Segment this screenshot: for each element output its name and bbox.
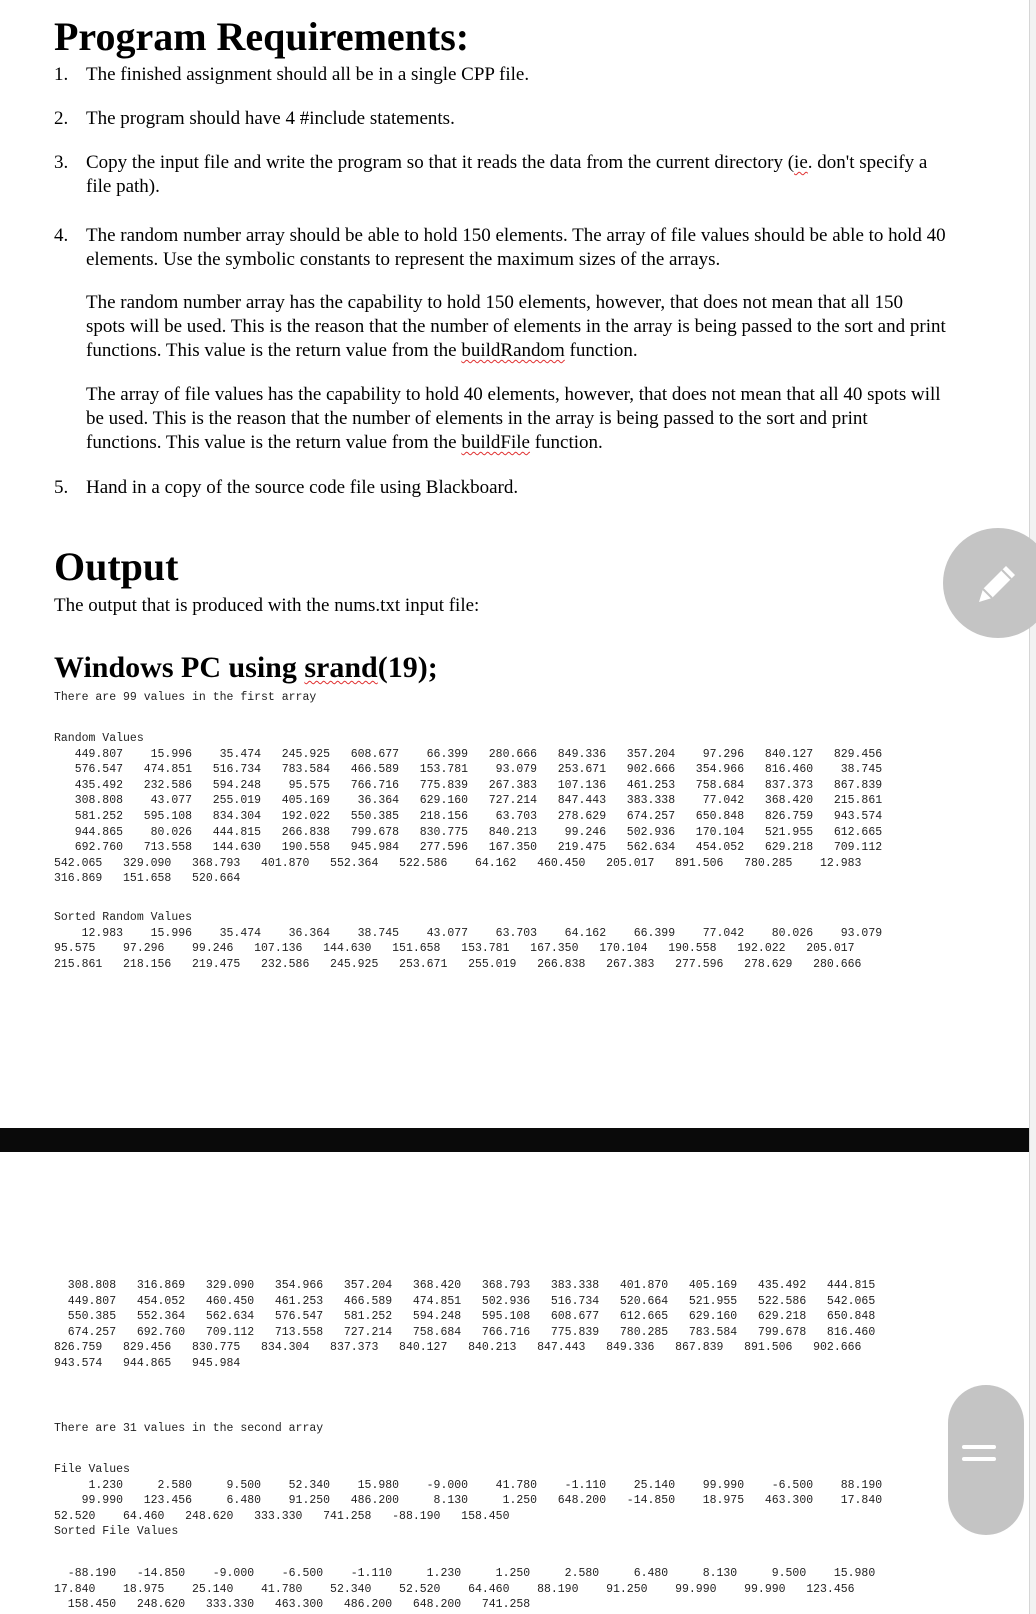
second-array-count: There are 31 values in the second array [54, 1422, 324, 1435]
item-3-text [86, 151, 946, 199]
sorted-file-output: -88.190 -14.850 -9.000 -6.500 -1.110 1.230 1.250 2.580 6.480 8.130 9.500 15.980 17.840 18.975 25.140 41.780 52.340 52.520 64.460 88.190 91.250 99.990 99.990 123.456 158.450 248.620 333.330 463.300 486.200 648.200 741.258 [54, 1567, 876, 1612]
item-2-text: The program should have 4 #include statements. [86, 108, 455, 129]
item-4-text: The random number array should be able to hold 150 elements. The array of file values should be able to hold 40 elements. Use the symbolic constants to represent the maximum sizes of the arrays. [86, 225, 946, 270]
requirements-heading: Program Requirements: [54, 14, 470, 59]
pencil-icon [969, 556, 1025, 612]
windows-subtitle [54, 650, 438, 686]
sorted-random-output-part-2: 308.808 316.869 329.090 354.966 357.204 368.420 368.793 383.338 401.870 405.169 435.492 444.815 449.807 454.052 460.450 461.253 466.589 474.851 502.936 516.734 520.664 521.955 522.586 542.065 550.385 552.364 562.634 576.547 581.252 594.248 595.108 608.677 612.665 629.160 629.218 650.848 674.257 692.760 709.112 713.558 727.214 758.684 766.716 775.839 780.285 783.584 799.678 816.460 826.759 829.456 830.775 834.304 837.373 840.127 840.213 847.443 849.336 867.839 891.506 902.666 943.574 944.865 945.984 [54, 1279, 876, 1370]
drag-handle-button[interactable] [948, 1385, 1024, 1535]
output-intro: The output that is produced with the nums.txt input file: [54, 595, 480, 616]
drag-handle-icon-line [962, 1457, 996, 1461]
item-4-number: 4. [54, 225, 69, 246]
file-paragraph-end: function. [529, 432, 603, 453]
output-heading: Output [54, 544, 179, 589]
random-paragraph-text: The random number array has the capability to hold 150 elements, however, that does not mean that all 150 spots will be used. This is the reason that the number of elements in the array is being passed to the sort and print functions. This value is the return value from the [86, 292, 946, 361]
item-1-number: 1. [54, 64, 69, 85]
subtitle-fn: srand [304, 651, 378, 684]
file-array-paragraph [86, 383, 946, 455]
document-page-2 [0, 1152, 1029, 1614]
item-5-number: 5. [54, 477, 69, 498]
random-values-output: Random Values 449.807 15.996 35.474 245.925 608.677 66.399 280.666 849.336 357.204 97.296 840.127 829.456 576.547 474.851 516.734 783.584 466.589 153.781 93.079 253.671 902.666 354.966 816.460 38.745 435.492 232.586 594.248 95.575 766.716 775.839 267.383 107.136 461.253 758.684 837.373 867.839 308.808 43.077 255.019 405.169 36.364 629.160 727.214 847.443 383.338 77.042 368.420 215.861 581.252 595.108 834.304 192.022 550.385 218.156 63.703 278.629 674.257 650.848 826.759 943.574 944.865 80.026 444.815 266.838 799.678 830.775 840.213 99.246 502.936 170.104 521.955 612.665 692.760 713.558 144.630 190.558 945.984 277.596 167.350 219.475 562.634 454.052 629.218 709.112 542.065 329.090 368.793 401.870 552.364 522.586 64.162 460.450 205.017 891.506 780.285 12.983 316.869 151.658 520.664 [54, 732, 883, 886]
item-5-text: Hand in a copy of the source code file using Blackboard. [86, 477, 519, 498]
first-array-count: There are 99 values in the first array [54, 691, 317, 704]
random-paragraph-fn: buildRandom [461, 340, 565, 361]
random-array-paragraph [86, 291, 946, 363]
drag-handle-icon [962, 1445, 996, 1449]
sorted-random-output-part-1: Sorted Random Values 12.983 15.996 35.474 36.364 38.745 43.077 63.703 64.162 66.399 77.042 80.026 93.079 95.575 97.296 99.246 107.136 144.630 151.658 153.781 167.350 170.104 190.558 192.022 205.017 215.861 218.156 219.475 232.586 245.925 253.671 255.019 266.838 267.383 277.596 278.629 280.666 [54, 911, 883, 971]
random-paragraph-end: function. [564, 340, 638, 361]
item-3-text-a: Copy the input file and write the program so that it reads the data from the current directory ( [86, 152, 795, 173]
item-2-number: 2. [54, 108, 69, 129]
item-3-text-ie: ie [794, 152, 808, 173]
page-break-divider [0, 1128, 1036, 1152]
subtitle-end: (19); [377, 651, 438, 684]
file-paragraph-fn: buildFile [461, 432, 530, 453]
item-1-text: The finished assignment should all be in a single CPP file. [86, 64, 530, 85]
file-paragraph-text: The array of file values has the capability to hold 40 elements, however, that does not mean that all 40 spots will be used. This is the reason that the number of elements in the array is being passed to the sort and print functions. This value is the return value from the [86, 384, 941, 453]
file-values-output: File Values 1.230 2.580 9.500 52.340 15.980 -9.000 41.780 -1.110 25.140 99.990 -6.500 88.190 99.990 123.456 6.480 91.250 486.200 8.130 1.250 648.200 -14.850 18.975 463.300 17.840 52.520 64.460 248.620 333.330 741.258 -88.190 158.450 Sorted File Values [54, 1463, 883, 1539]
window-scroll-edge [1029, 0, 1036, 1614]
item-3-number: 3. [54, 152, 69, 173]
subtitle-text: Windows PC using [54, 651, 305, 684]
item-3-text-b: . don't specify a file path). [86, 152, 928, 197]
